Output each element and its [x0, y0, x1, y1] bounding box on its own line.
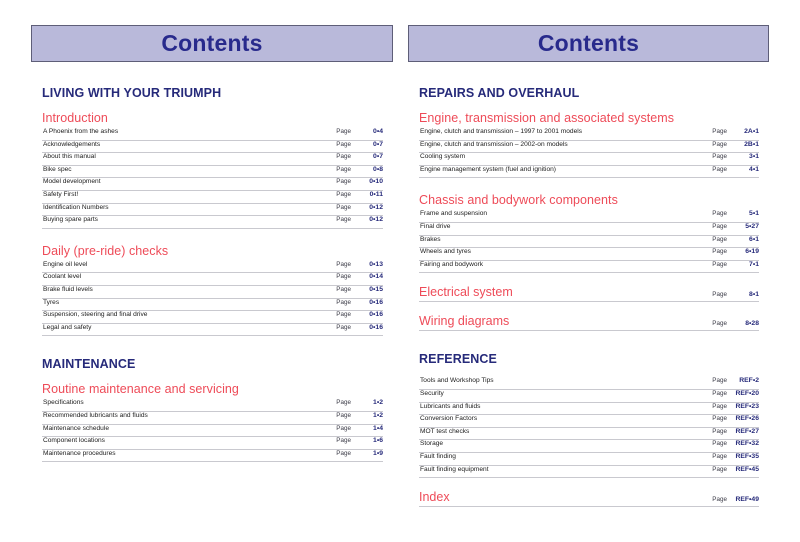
toc-entry-page-label: Page	[336, 323, 351, 331]
toc-entry-security[interactable]	[419, 390, 759, 403]
toc-entry-title: Coolant level	[43, 273, 82, 281]
toc-entry-title: MOT test checks	[420, 427, 470, 435]
toc-entry-page-label: Page	[336, 153, 351, 161]
toc-entry-title: Final drive	[420, 222, 451, 230]
toc-entry-page-label: Page	[712, 222, 727, 230]
toc-entry-fairing-and-bodywork[interactable]	[419, 261, 759, 274]
toc-list	[419, 210, 759, 273]
section-spacer	[419, 178, 759, 193]
toc-entry-safety-first[interactable]	[42, 191, 383, 204]
toc-entry-page-number: 0•11	[369, 190, 383, 198]
toc-entry-title: Fault finding	[420, 452, 456, 460]
toc-entry-bike-spec[interactable]	[42, 166, 383, 179]
toc-entry-title: Storage	[420, 440, 444, 448]
toc-entry-page-label: Page	[336, 411, 351, 419]
toc-entry-brakes[interactable]	[419, 236, 759, 249]
toc-entry-page-number: 0•16	[369, 298, 383, 306]
toc-entry-title: Component locations	[43, 437, 105, 445]
toc-entry-page-number: 0•7	[373, 140, 383, 148]
section-spacer	[42, 371, 383, 382]
toc-entry-page-label: Page	[712, 452, 727, 460]
toc-entry-page-label: Page	[336, 260, 351, 268]
toc-section-title: Electrical system	[419, 285, 513, 300]
toc-entry-page-label: Page	[712, 389, 727, 397]
toc-entry-title: Model development	[43, 178, 101, 186]
right-page	[408, 25, 769, 507]
toc-entry-brake-fluid-levels[interactable]	[42, 286, 383, 299]
toc-entry-page-label: Page	[336, 178, 351, 186]
major-heading-repairs-and-overhaul: REPAIRS AND OVERHAUL	[419, 86, 580, 100]
toc-entry-page-label: Page	[712, 402, 727, 410]
toc-entry-title: Cooling system	[420, 153, 466, 161]
toc-entry-title: Maintenance procedures	[43, 449, 116, 457]
toc-entry-a-phoenix-from-the-ashes[interactable]	[42, 128, 383, 141]
toc-entry-title: Identification Numbers	[43, 203, 109, 211]
toc-list	[42, 261, 383, 337]
toc-entry-title: About this manual	[43, 153, 96, 161]
toc-entry-page-label: Page	[712, 440, 727, 448]
toc-entry-about-this-manual[interactable]	[42, 153, 383, 166]
major-heading-maintenance: MAINTENANCE	[42, 357, 136, 372]
toc-entry-page-number: 0•4	[373, 128, 383, 135]
toc-entry-tyres[interactable]	[42, 299, 383, 312]
toc-entry-page-label: Page	[712, 140, 727, 148]
toc-entry-page-number: 1•9	[373, 449, 383, 457]
toc-entry-page-number: 0•16	[369, 323, 383, 331]
toc-entry-page-number: 1•2	[373, 411, 383, 419]
toc-list	[419, 128, 759, 178]
toc-entry-final-drive[interactable]	[419, 223, 759, 236]
toc-entry-page-label: Page	[336, 399, 351, 407]
toc-entry-page-number: 1•4	[373, 424, 383, 432]
right-banner-title: Contents	[537, 30, 640, 56]
toc-entry-page-label: Page	[336, 449, 351, 457]
toc-entry-page-number: 0•14	[369, 273, 383, 281]
toc-entry-title: Recommended lubricants and fluids	[43, 411, 148, 419]
toc-entry-page-label: Page	[336, 203, 351, 211]
section-spacer	[42, 229, 383, 244]
standalone-spacer	[419, 478, 759, 490]
toc-section-title: Index	[419, 490, 450, 505]
toc-entry-page-label: Page	[336, 273, 351, 281]
toc-entry-maintenance-procedures[interactable]	[42, 450, 383, 463]
toc-entry-page-label: Page	[336, 216, 351, 224]
toc-entry-page-number: 0•16	[369, 311, 383, 319]
toc-entry-page-number: REF•27	[735, 427, 759, 435]
toc-entry-cooling-system[interactable]	[419, 153, 759, 166]
right-contents-banner	[408, 25, 769, 62]
toc-entry-page-label: Page	[336, 298, 351, 306]
toc-section-electrical-system[interactable]	[419, 285, 759, 302]
section-heading-introduction: Introduction	[42, 111, 108, 125]
toc-entry-wheels-and-tyres[interactable]	[419, 248, 759, 261]
section-heading-chassis-and-bodywork-components: Chassis and bodywork components	[419, 193, 618, 208]
toc-section-page-number: REF•49	[735, 496, 759, 504]
toc-list	[42, 399, 383, 462]
toc-entry-page-label: Page	[712, 235, 727, 243]
toc-entry-title: Engine, clutch and transmission – 2002-on models	[420, 140, 568, 148]
toc-section-page-number: 8•1	[749, 291, 759, 299]
toc-entry-page-label: Page	[712, 153, 727, 161]
toc-entry-engine-management-system-fuel-and-igniti[interactable]	[419, 166, 759, 179]
left-banner-title: Contents	[161, 30, 263, 56]
toc-entry-page-label: Page	[336, 285, 351, 293]
toc-entry-page-number: REF•23	[735, 402, 759, 410]
toc-entry-page-number: 1•6	[373, 437, 383, 445]
toc-entry-page-number: REF•32	[735, 440, 759, 448]
toc-entry-component-locations[interactable]	[42, 437, 383, 450]
toc-entry-identification-numbers[interactable]	[42, 204, 383, 217]
toc-entry-title: Conversion Factors	[420, 415, 478, 423]
toc-entry-legal-and-safety[interactable]	[42, 324, 383, 337]
section-spacer	[419, 366, 759, 377]
toc-entry-suspension-steering-and-final-drive[interactable]	[42, 311, 383, 324]
toc-entry-page-number: 2B•1	[744, 140, 759, 148]
toc-entry-title: Wheels and tyres	[420, 248, 471, 256]
toc-entry-title: Security	[420, 389, 444, 397]
toc-entry-page-label: Page	[712, 427, 727, 435]
toc-entry-engine-oil-level[interactable]	[42, 261, 383, 274]
toc-entry-title: Fairing and bodywork	[420, 260, 484, 268]
toc-section-page-label: Page	[712, 320, 727, 328]
toc-entry-title: Suspension, steering and final drive	[43, 311, 148, 319]
toc-entry-page-number: 0•15	[369, 285, 383, 293]
toc-entry-page-number: REF•26	[735, 415, 759, 423]
toc-section-page-number: 8•28	[745, 320, 759, 328]
toc-entry-page-number: 0•7	[373, 153, 383, 161]
toc-entry-page-label: Page	[336, 437, 351, 445]
toc-entry-fault-finding[interactable]	[419, 453, 759, 466]
toc-section-page-label: Page	[712, 291, 727, 299]
toc-entry-title: Lubricants and fluids	[420, 402, 481, 410]
toc-entry-title: Engine oil level	[43, 260, 88, 268]
toc-entry-title: Frame and suspension	[420, 210, 488, 218]
toc-entry-title: Brakes	[420, 235, 441, 243]
toc-entry-lubricants-and-fluids[interactable]	[419, 403, 759, 416]
toc-entry-fault-finding-equipment[interactable]	[419, 466, 759, 479]
toc-entry-frame-and-suspension[interactable]	[419, 210, 759, 223]
toc-entry-title: Tools and Workshop Tips	[420, 377, 494, 385]
toc-entry-title: Brake fluid levels	[43, 285, 93, 293]
toc-entry-conversion-factors[interactable]	[419, 415, 759, 428]
toc-entry-page-number: 0•12	[369, 216, 383, 224]
section-heading-routine-maintenance-and-servicing: Routine maintenance and servicing	[42, 382, 239, 397]
toc-entry-page-number: 5•1	[749, 210, 759, 218]
toc-entry-page-number: 7•1	[749, 260, 759, 268]
toc-entry-page-number: 0•13	[369, 260, 383, 268]
toc-list	[42, 128, 383, 229]
toc-entry-page-number: 2A•1	[744, 128, 759, 135]
toc-entry-title: Maintenance schedule	[43, 424, 109, 432]
toc-entry-title: Tyres	[43, 298, 60, 306]
toc-entry-page-label: Page	[712, 465, 727, 473]
toc-entry-title: A Phoenix from the ashes	[43, 128, 119, 135]
right-page-body	[408, 86, 769, 507]
toc-entry-engine-clutch-and-transmission-2002-on-m[interactable]	[419, 141, 759, 154]
left-contents-banner	[31, 25, 393, 62]
standalone-spacer	[419, 273, 759, 285]
toc-entry-page-number: 6•19	[745, 248, 759, 256]
toc-entry-page-number: REF•2	[739, 377, 759, 385]
toc-section-index[interactable]	[419, 490, 759, 507]
toc-entry-maintenance-schedule[interactable]	[42, 425, 383, 438]
left-page	[31, 25, 393, 462]
toc-entry-page-number: REF•20	[735, 389, 759, 397]
toc-entry-title: Acknowledgements	[43, 140, 101, 148]
toc-entry-page-label: Page	[336, 424, 351, 432]
toc-entry-title: Engine management system (fuel and ignition)	[420, 165, 556, 173]
toc-entry-page-label: Page	[336, 165, 351, 173]
toc-entry-specifications[interactable]	[42, 399, 383, 412]
toc-entry-title: Engine, clutch and transmission – 1997 to 2001 models	[420, 128, 583, 135]
section-heading-engine-transmission-and-associated-syste: Engine, transmission and associated systems	[419, 111, 675, 125]
left-page-body	[31, 86, 393, 462]
toc-entry-page-number: 0•12	[369, 203, 383, 211]
toc-entry-page-number: 5•27	[745, 222, 759, 230]
major-heading-reference: REFERENCE	[419, 352, 497, 367]
toc-entry-tools-and-workshop-tips[interactable]	[419, 377, 759, 390]
toc-entry-title: Fault finding equipment	[420, 465, 489, 473]
toc-entry-page-label: Page	[712, 260, 727, 268]
toc-entry-title: Buying spare parts	[43, 216, 98, 224]
toc-section-title: Wiring diagrams	[419, 314, 510, 329]
toc-entry-page-label: Page	[712, 415, 727, 423]
toc-entry-title: Safety First!	[43, 190, 79, 198]
block-spacer	[42, 336, 383, 357]
toc-entry-mot-test-checks[interactable]	[419, 428, 759, 441]
toc-entry-coolant-level[interactable]	[42, 273, 383, 286]
section-spacer	[42, 100, 383, 111]
block-spacer	[419, 331, 759, 352]
section-heading-daily-pre-ride-checks: Daily (pre-ride) checks	[42, 243, 169, 258]
toc-entry-recommended-lubricants-and-fluids[interactable]	[42, 412, 383, 425]
toc-entry-page-number: REF•35	[735, 452, 759, 460]
toc-entry-page-label: Page	[712, 165, 727, 173]
toc-entry-page-label: Page	[336, 128, 351, 135]
toc-section-wiring-diagrams[interactable]	[419, 314, 759, 331]
toc-entry-page-label: Page	[336, 190, 351, 198]
toc-list	[419, 377, 759, 478]
toc-entry-page-number: 1•2	[373, 399, 383, 407]
toc-entry-page-label: Page	[712, 248, 727, 256]
toc-entry-page-label: Page	[336, 140, 351, 148]
toc-entry-page-label: Page	[712, 210, 727, 218]
toc-entry-page-number: 6•1	[749, 235, 759, 243]
toc-entry-page-number: 3•1	[749, 153, 759, 161]
toc-entry-buying-spare-parts[interactable]	[42, 216, 383, 229]
toc-entry-page-label: Page	[712, 377, 727, 385]
toc-entry-title: Legal and safety	[43, 323, 92, 331]
toc-entry-model-development[interactable]	[42, 178, 383, 191]
toc-entry-page-number: 4•1	[749, 165, 759, 173]
toc-entry-page-label: Page	[336, 311, 351, 319]
major-heading-living-with-your-triumph: LIVING WITH YOUR TRIUMPH	[42, 86, 222, 100]
toc-section-page-label: Page	[712, 496, 727, 504]
toc-entry-page-number: REF•45	[735, 465, 759, 473]
toc-entry-acknowledgements[interactable]	[42, 141, 383, 154]
toc-entry-page-number: 0•8	[373, 165, 383, 173]
toc-entry-title: Specifications	[43, 399, 84, 407]
toc-entry-page-number: 0•10	[369, 178, 383, 186]
toc-entry-storage[interactable]	[419, 440, 759, 453]
section-spacer	[419, 100, 759, 111]
toc-entry-engine-clutch-and-transmission-1997-to-2[interactable]	[419, 128, 759, 141]
toc-entry-page-label: Page	[712, 128, 727, 135]
standalone-spacer	[419, 302, 759, 314]
toc-entry-title: Bike spec	[43, 165, 72, 173]
